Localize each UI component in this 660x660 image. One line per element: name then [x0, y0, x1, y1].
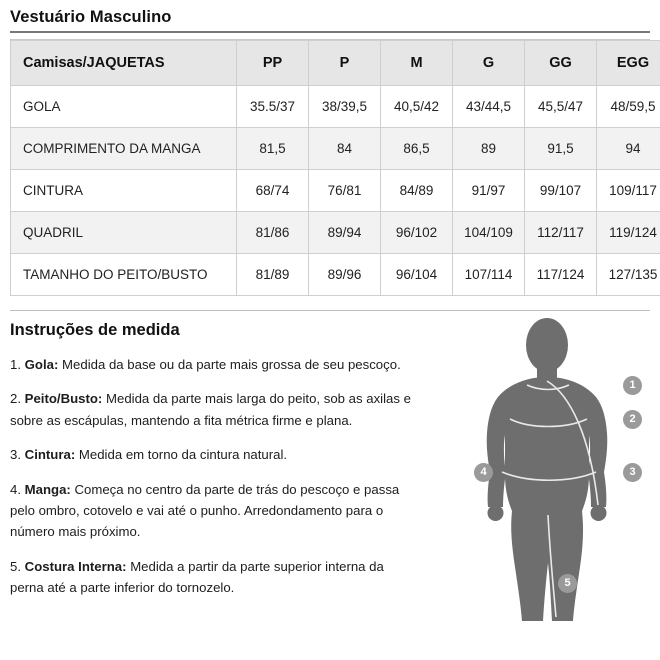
- cell-peito-gg: 117/124: [525, 254, 597, 296]
- callout-1: 1: [623, 376, 642, 395]
- cell-cintura-pp: 68/74: [237, 170, 309, 212]
- cell-gola-gg: 45,5/47: [525, 86, 597, 128]
- instruction-term-2: Peito/Busto:: [24, 391, 103, 407]
- cell-quadril-pp: 81/86: [237, 212, 309, 254]
- body-measurement-figure: [430, 315, 660, 621]
- cell-peito-g: 107/114: [453, 254, 525, 296]
- instruction-number-4: 4.: [10, 481, 21, 497]
- instruction-text-5: Medida a partir da parte superior interna da perna até a parte inferior do tornozelo.: [10, 558, 384, 595]
- section-divider: [10, 310, 650, 311]
- table-row: [11, 254, 660, 296]
- instruction-number-1: 1.: [10, 357, 21, 372]
- title-divider: [10, 31, 650, 33]
- cell-manga-p: 84: [309, 128, 381, 170]
- cell-peito-egg: 127/135: [597, 254, 660, 296]
- list-item: [10, 479, 420, 543]
- cell-quadril-egg: 119/124: [597, 212, 660, 254]
- cell-manga-m: 86,5: [381, 128, 453, 170]
- cell-quadril-gg: 112/117: [525, 212, 597, 254]
- row-label-tamanho-do-peito-busto: TAMANHO DO PEITO/BUSTO: [11, 254, 237, 296]
- list-item: [10, 444, 420, 465]
- cell-gola-egg: 48/59,5: [597, 86, 660, 128]
- table-row: [11, 128, 660, 170]
- size-table: [10, 40, 660, 296]
- table-col-header-egg: EGG: [597, 41, 660, 86]
- table-col-header-gg: GG: [525, 41, 597, 86]
- table-col-header-g: G: [453, 41, 525, 86]
- cell-peito-p: 89/96: [309, 254, 381, 296]
- row-label-quadril: QUADRIL: [11, 212, 237, 254]
- size-table-body: [11, 86, 660, 296]
- table-col-header-pp: PP: [237, 41, 309, 86]
- cell-cintura-m: 84/89: [381, 170, 453, 212]
- table-row: [11, 86, 660, 128]
- cell-manga-pp: 81,5: [237, 128, 309, 170]
- size-table-head: [11, 41, 660, 86]
- cell-quadril-g: 104/109: [453, 212, 525, 254]
- table-header-row: [11, 41, 660, 86]
- instruction-term-5: Costura Interna:: [24, 558, 127, 574]
- cell-peito-m: 96/104: [381, 254, 453, 296]
- cell-cintura-p: 76/81: [309, 170, 381, 212]
- instruction-number-3: 3.: [10, 447, 21, 463]
- instruction-number-2: 2.: [10, 391, 21, 407]
- cell-gola-pp: 35.5/37: [237, 86, 309, 128]
- instructions-section: [0, 321, 660, 621]
- instruction-term-1: Gola:: [24, 357, 59, 372]
- instruction-term-4: Manga:: [24, 481, 71, 497]
- callout-5: 5: [558, 574, 577, 593]
- instruction-number-5: 5.: [10, 558, 21, 574]
- cell-manga-g: 89: [453, 128, 525, 170]
- table-row: [11, 170, 660, 212]
- cell-cintura-gg: 99/107: [525, 170, 597, 212]
- instruction-text-2: Medida da parte mais larga do peito, sob as axilas e sobre as escápulas, mantendo a fita métrica firme e plana.: [10, 391, 411, 428]
- cell-gola-p: 38/39,5: [309, 86, 381, 128]
- cell-gola-g: 43/44,5: [453, 86, 525, 128]
- list-item: [10, 388, 420, 431]
- instruction-term-3: Cintura:: [24, 447, 76, 463]
- callout-2: 2: [623, 410, 642, 429]
- table-row: [11, 212, 660, 254]
- instruction-text-3: Medida em torno da cintura natural.: [75, 447, 288, 463]
- cell-peito-pp: 81/89: [237, 254, 309, 296]
- callout-4: 4: [474, 463, 493, 482]
- cell-quadril-p: 89/94: [309, 212, 381, 254]
- instructions-text-column: [0, 321, 420, 598]
- table-row-header-label: Camisas/JAQUETAS: [11, 41, 237, 86]
- table-col-header-p: P: [309, 41, 381, 86]
- cell-gola-m: 40,5/42: [381, 86, 453, 128]
- instructions-heading: Instruções de medida: [10, 321, 180, 339]
- list-item: [10, 354, 420, 375]
- row-label-cintura: CINTURA: [11, 170, 237, 212]
- cell-manga-gg: 91,5: [525, 128, 597, 170]
- callout-3: 3: [623, 463, 642, 482]
- list-item: [10, 556, 420, 599]
- row-label-comprimento-da-manga: COMPRIMENTO DA MANGA: [11, 128, 237, 170]
- table-col-header-m: M: [381, 41, 453, 86]
- cell-cintura-egg: 109/117: [597, 170, 660, 212]
- instruction-text-1: Medida da base ou da parte mais grossa de seu pescoço.: [58, 357, 401, 372]
- cell-cintura-g: 91/97: [453, 170, 525, 212]
- row-label-gola: GOLA: [11, 86, 237, 128]
- cell-quadril-m: 96/102: [381, 212, 453, 254]
- size-table-container: [10, 39, 658, 296]
- cell-manga-egg: 94: [597, 128, 660, 170]
- instruction-text-4: Começa no centro da parte de trás do pescoço e passa pelo ombro, cotovelo e vai até o punho. Arredondamento para o número mais próximo.: [10, 481, 400, 540]
- page-title: Vestuário Masculino: [10, 8, 172, 26]
